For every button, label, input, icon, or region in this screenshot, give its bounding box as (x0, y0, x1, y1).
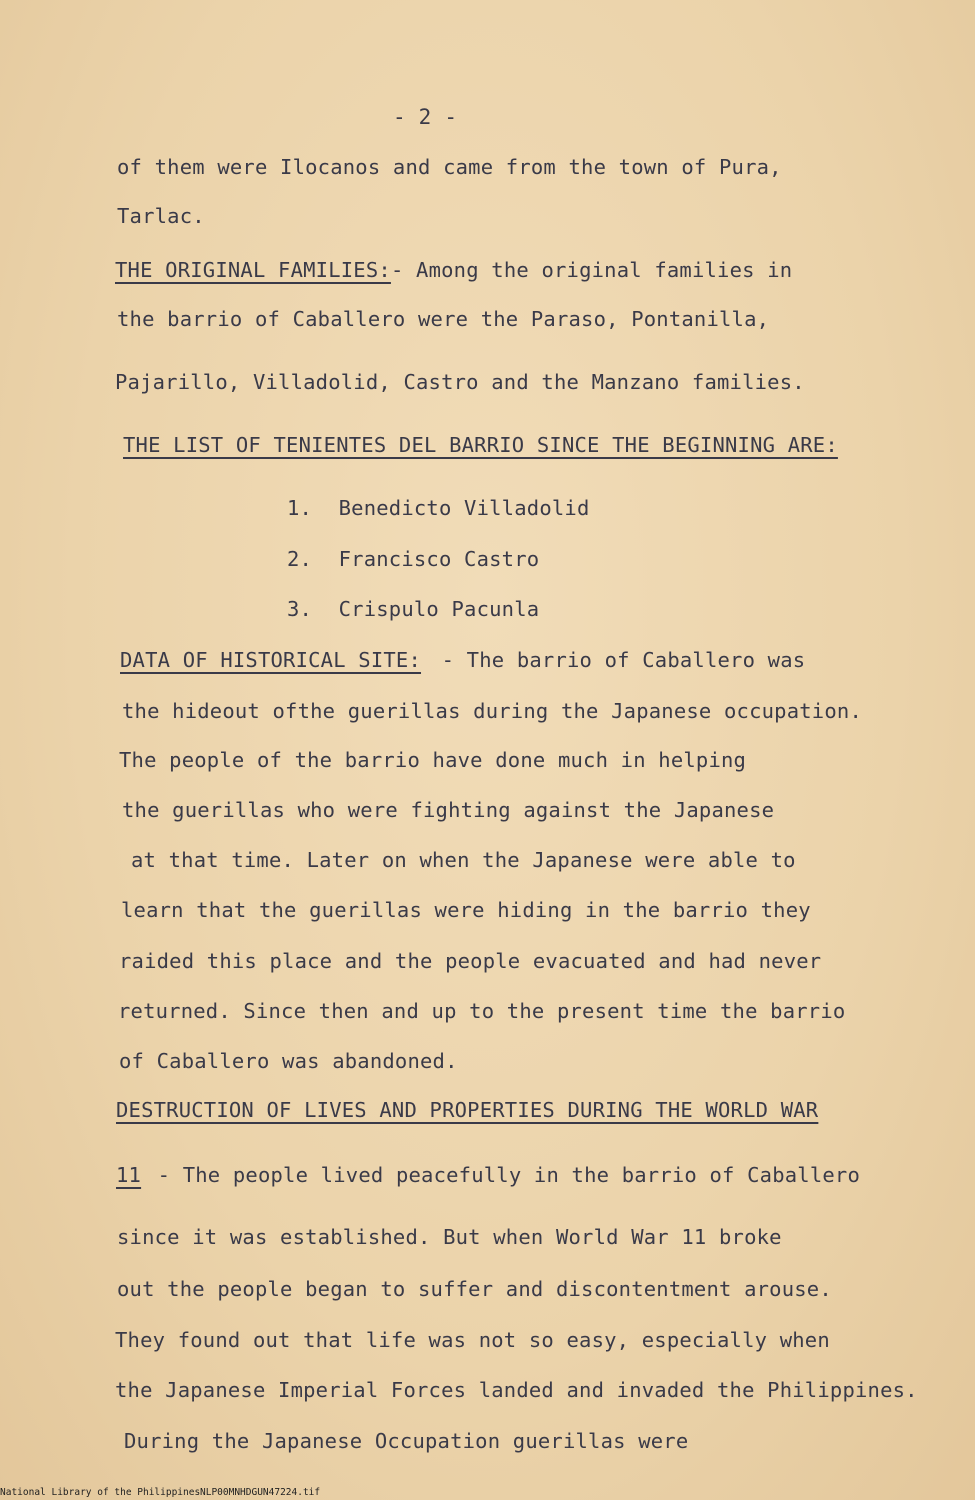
text-line: at that time. Later on when the Japanese were able to (131, 848, 796, 872)
text-fragment: - The barrio of Caballero was (441, 648, 806, 672)
list-number: 2. (287, 547, 313, 571)
text-line: the barrio of Caballero were the Paraso, Pontanilla, (117, 307, 770, 331)
list-number: 3. (287, 597, 313, 621)
section-original-families (115, 257, 792, 283)
section-heading: DESTRUCTION OF LIVES AND PROPERTIES DURING THE WORLD WAR (116, 1098, 819, 1122)
text-line: Tarlac. (117, 204, 205, 228)
section-heading: DATA OF HISTORICAL SITE: (120, 648, 422, 672)
text-line: learn that the guerillas were hiding in the barrio they (121, 898, 811, 922)
list-item (287, 495, 589, 521)
section-destruction (116, 1162, 860, 1188)
footer-filename: NLP00MNHDGUN47224.tif (200, 1487, 321, 1498)
section-heading: THE LIST OF TENIENTES DEL BARRIO SINCE THE BEGINNING ARE: (123, 433, 838, 457)
page-number: - 2 - (393, 105, 458, 129)
text-line: During the Japanese Occupation guerillas were (124, 1429, 689, 1453)
text-line: the Japanese Imperial Forces landed and invaded the Philippines. (115, 1378, 918, 1402)
list-name: Crispulo Pacunla (338, 597, 540, 621)
section-historical-site (120, 647, 805, 673)
footer-source: National Library of the Philippines (0, 1487, 201, 1498)
text-line: of Caballero was abandoned. (119, 1049, 458, 1073)
text-line: since it was established. But when World War 11 broke (117, 1225, 782, 1249)
text-line: the hideout ofthe guerillas during the Japanese occupation. (122, 699, 862, 723)
text-line: out the people began to suffer and discontentment arouse. (117, 1277, 832, 1301)
list-item (287, 546, 539, 572)
text-line: raided this place and the people evacuated and had never (119, 949, 822, 973)
list-number: 1. (287, 496, 313, 520)
text-line: Pajarillo, Villadolid, Castro and the Manzano families. (115, 370, 805, 394)
text-line: They found out that life was not so easy, especially when (115, 1328, 830, 1352)
text-line: returned. Since then and up to the present time the barrio (118, 999, 846, 1023)
text-line: the guerillas who were fighting against the Japanese (122, 798, 775, 822)
list-item (287, 596, 539, 622)
text-fragment: - Among the original families in (390, 258, 793, 282)
text-fragment: - The people lived peacefully in the barrio of Caballero (157, 1163, 860, 1187)
list-name: Francisco Castro (338, 547, 540, 571)
section-heading-cont: 11 (116, 1163, 142, 1187)
text-line: The people of the barrio have done much in helping (119, 748, 747, 772)
list-name: Benedicto Villadolid (338, 496, 590, 520)
section-heading: THE ORIGINAL FAMILIES: (115, 258, 391, 282)
text-line: of them were Ilocanos and came from the town of Pura, (117, 155, 782, 179)
